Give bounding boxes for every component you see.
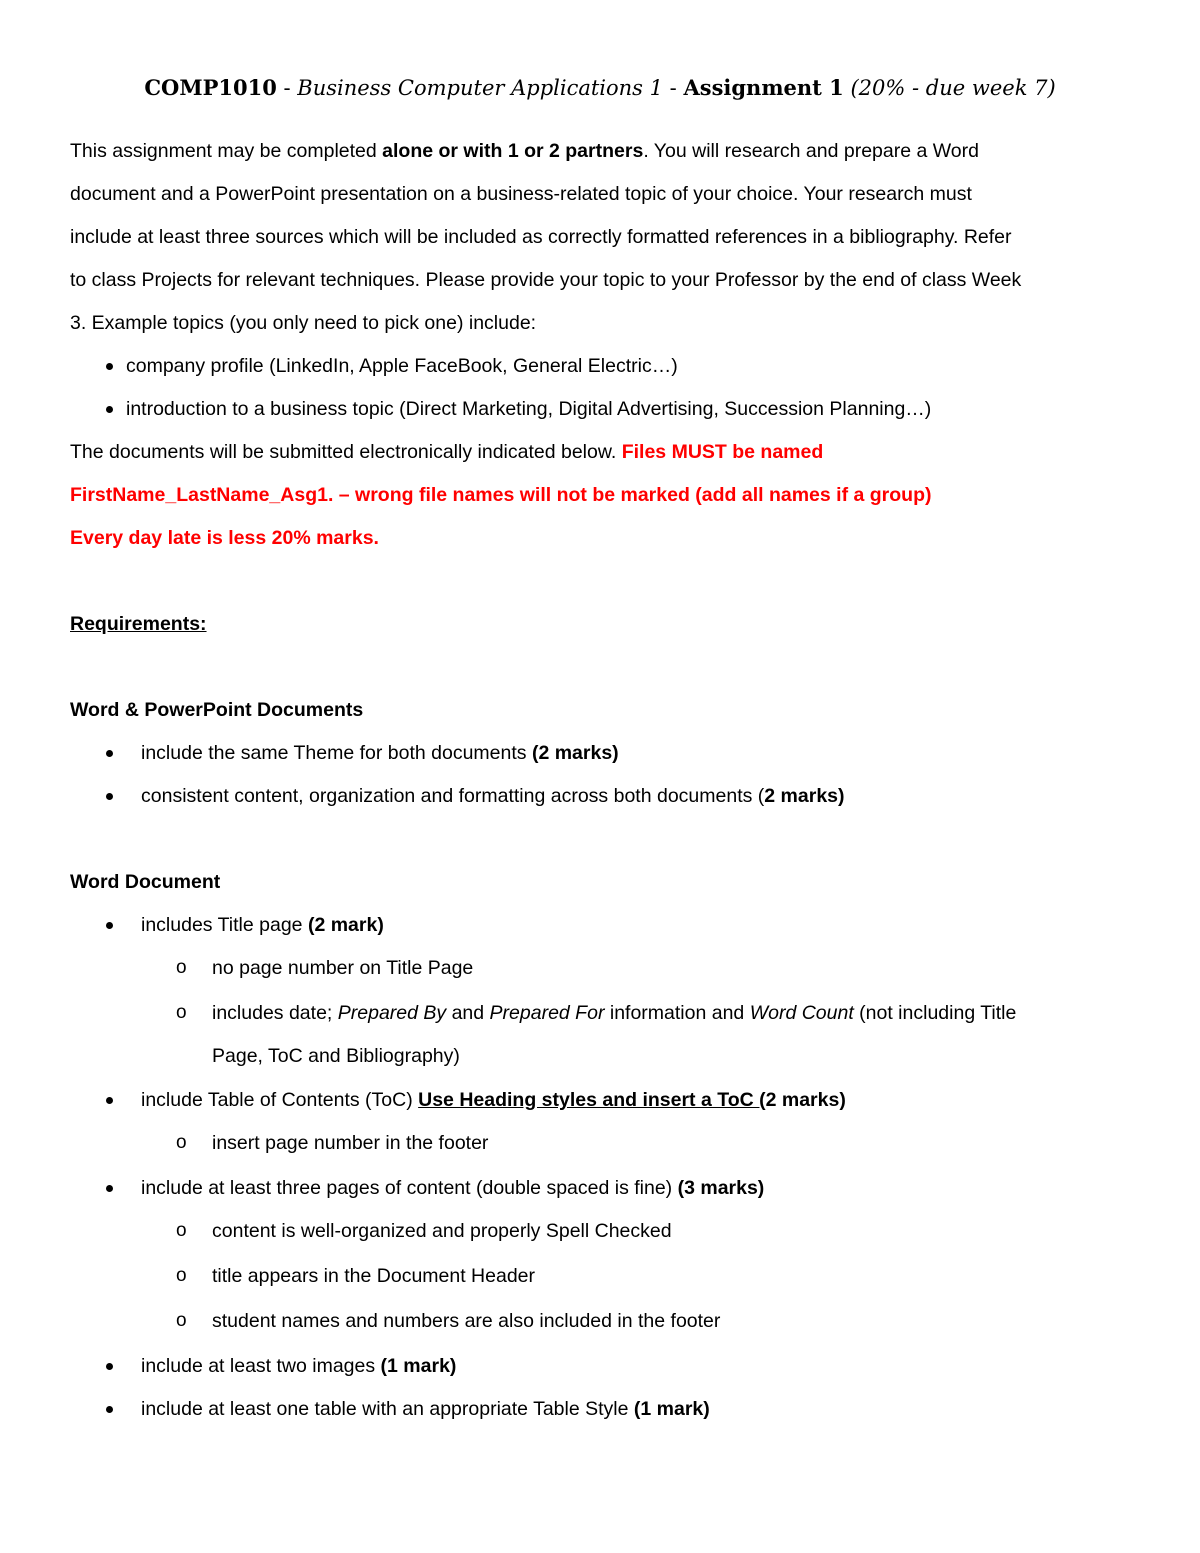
- bullet-icon: [106, 1363, 113, 1370]
- list-item: [141, 1175, 764, 1201]
- item-text: (not including Title: [853, 1002, 1017, 1024]
- sub-list-item: title appears in the Document Header: [212, 1265, 536, 1287]
- item-italic: Prepared By: [337, 1002, 447, 1024]
- item-marks: (1 mark): [380, 1355, 457, 1377]
- item-marks: 2 marks): [764, 785, 845, 807]
- item-text: and: [446, 1002, 490, 1024]
- page-title: [0, 72, 1200, 104]
- item-marks: (1 mark): [633, 1398, 710, 1420]
- bullet-icon: [106, 1097, 113, 1104]
- sub-list-item: [212, 1000, 1016, 1026]
- intro-line: [70, 138, 979, 164]
- item-text: include at least two images: [141, 1355, 381, 1377]
- item-text: include the same Theme for both documents: [141, 742, 532, 764]
- item-italic: Prepared For: [489, 1002, 605, 1024]
- sub-list-item: no page number on Title Page: [212, 957, 474, 979]
- sub-list-item: insert page number in the footer: [212, 1132, 489, 1154]
- list-item: [141, 1396, 710, 1422]
- course-code: COMP1010: [144, 75, 277, 100]
- submission-line: [70, 439, 823, 465]
- submission-text: The documents will be submitted electronically indicated below.: [70, 441, 622, 463]
- sub-bullet-icon: o: [176, 957, 187, 978]
- file-naming-rule: FirstName_LastName_Asg1. – wrong file names will not be marked (add all names if a group): [70, 484, 932, 506]
- title-separator: -: [663, 76, 684, 100]
- assignment-weight: (20% - due week 7): [850, 76, 1056, 100]
- list-item: [141, 1353, 456, 1379]
- list-item: introduction to a business topic (Direct Marketing, Digital Advertising, Succession Planning…): [126, 398, 932, 420]
- section-heading-word-powerpoint: Word & PowerPoint Documents: [70, 699, 364, 721]
- item-text: includes date;: [212, 1002, 338, 1024]
- sub-list-item-continued: Page, ToC and Bibliography): [212, 1045, 460, 1067]
- late-penalty: Every day late is less 20% marks.: [70, 527, 379, 549]
- requirements-heading: Requirements:: [70, 613, 207, 635]
- sub-list-item: content is well-organized and properly Spell Checked: [212, 1220, 672, 1242]
- intro-line: document and a PowerPoint presentation on a business-related topic of your choice. Your research must: [70, 183, 972, 205]
- bullet-icon: [106, 922, 113, 929]
- bullet-icon: [106, 1185, 113, 1192]
- bullet-icon: [106, 363, 113, 370]
- sub-bullet-icon: o: [176, 1310, 187, 1331]
- intro-text: This assignment may be completed: [70, 140, 383, 162]
- section-heading-word: Word Document: [70, 871, 221, 893]
- list-item: [141, 1087, 846, 1113]
- intro-bold: alone or with 1 or 2 partners: [382, 140, 644, 162]
- sub-bullet-icon: o: [176, 1002, 187, 1023]
- submission-warning: Files MUST be named: [621, 441, 824, 463]
- assignment-name: Assignment 1: [683, 75, 844, 100]
- item-marks: 2 marks): [765, 1089, 846, 1111]
- sub-list-item: student names and numbers are also included in the footer: [212, 1310, 721, 1332]
- item-text: information and: [604, 1002, 750, 1024]
- intro-line: include at least three sources which will be included as correctly formatted references in a bibliography. Refer: [70, 226, 1012, 248]
- list-item: [141, 783, 845, 809]
- intro-text: . You will research and prepare a Word: [643, 140, 979, 162]
- sub-bullet-icon: o: [176, 1265, 187, 1286]
- sub-bullet-icon: o: [176, 1220, 187, 1241]
- item-text: include at least one table with an appropriate Table Style: [141, 1398, 634, 1420]
- sub-bullet-icon: o: [176, 1132, 187, 1153]
- item-marks: (3 marks): [677, 1177, 765, 1199]
- item-text: includes Title page: [141, 914, 308, 936]
- item-underlined: Use Heading styles and insert a ToC (: [418, 1089, 766, 1111]
- course-name: Business Computer Applications 1: [297, 76, 663, 100]
- item-text: include at least three pages of content (double spaced is fine): [141, 1177, 678, 1199]
- bullet-icon: [106, 406, 113, 413]
- list-item: [141, 740, 619, 766]
- bullet-icon: [106, 750, 113, 757]
- intro-line: to class Projects for relevant techniques. Please provide your topic to your Professor by the end of class Week: [70, 269, 1022, 291]
- intro-line: 3. Example topics (you only need to pick one) include:: [70, 312, 537, 334]
- bullet-icon: [106, 1406, 113, 1413]
- title-separator: -: [276, 76, 298, 100]
- item-text: include Table of Contents (ToC): [141, 1089, 419, 1111]
- item-text: consistent content, organization and formatting across both documents (: [141, 785, 765, 807]
- item-italic: Word Count: [749, 1002, 854, 1024]
- item-marks: (2 mark): [307, 914, 384, 936]
- list-item: [141, 912, 384, 938]
- bullet-icon: [106, 793, 113, 800]
- list-item: company profile (LinkedIn, Apple FaceBook, General Electric…): [126, 355, 678, 377]
- item-marks: (2 marks): [531, 742, 619, 764]
